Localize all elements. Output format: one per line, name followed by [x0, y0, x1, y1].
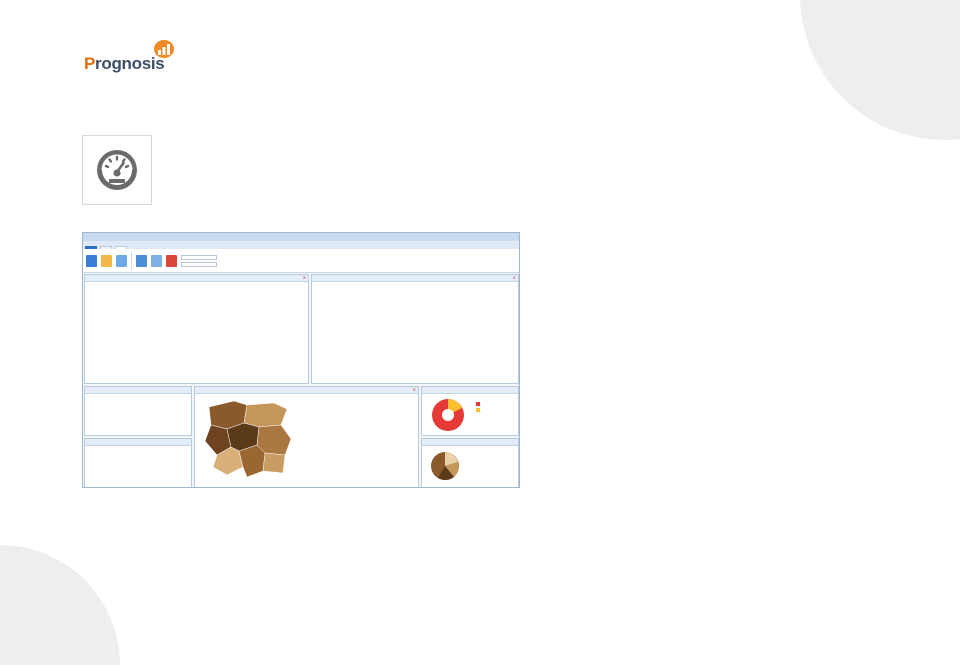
regions-panel-header — [85, 387, 191, 394]
corner-decoration-bottom-left — [0, 545, 120, 665]
ranking-panel-header — [85, 275, 308, 282]
top-debtors-pie-chart — [428, 449, 462, 483]
provinces-panel — [194, 386, 419, 488]
region-shape — [239, 445, 265, 477]
trend-chart — [312, 282, 518, 383]
layout-icon[interactable] — [136, 255, 147, 267]
logo-wordmark: Prognosis — [84, 54, 165, 73]
top-debtors-panel-header — [422, 439, 518, 446]
tab-modules[interactable] — [100, 246, 112, 249]
app-ribbon — [83, 249, 519, 273]
delete-icon[interactable] — [166, 255, 177, 267]
ribbon-separator — [131, 252, 132, 270]
prognosis-logo — [84, 40, 194, 74]
ribbon-fields — [181, 255, 217, 267]
close-icon[interactable]: ✕ — [412, 387, 416, 392]
close-icon[interactable]: ✕ — [302, 275, 306, 280]
dashboard-screenshot — [82, 232, 520, 488]
module-icon-tile — [82, 135, 152, 205]
corner-decoration-top-right — [800, 0, 960, 140]
debtors-panel — [421, 386, 519, 436]
regions-panel — [84, 386, 192, 436]
tab-file[interactable] — [85, 246, 97, 249]
save-icon[interactable] — [86, 255, 97, 267]
list-item — [474, 407, 483, 413]
debtors-list — [474, 401, 483, 413]
close-icon[interactable]: ✕ — [512, 275, 516, 280]
group-panel-header — [85, 439, 191, 446]
debtors-pie-chart — [428, 395, 468, 435]
ranking-panel — [84, 274, 309, 384]
region-shape — [244, 403, 287, 427]
tab-dashboard[interactable] — [115, 246, 127, 249]
gauge-icon — [95, 148, 139, 192]
poland-map — [199, 395, 299, 485]
grid-icon[interactable] — [151, 255, 162, 267]
top-debtors-panel — [421, 438, 519, 488]
app-ribbon-tabs — [83, 241, 519, 249]
print-icon[interactable] — [116, 255, 127, 267]
trend-panel — [311, 274, 519, 384]
debtors-panel-header — [422, 387, 518, 394]
logo-wordmark-rest: rognosis — [95, 54, 165, 73]
group-panel — [84, 438, 192, 488]
region-shape — [263, 453, 285, 473]
column-layout-field[interactable] — [181, 262, 217, 267]
app-title-bar — [83, 233, 519, 241]
version-layout-field[interactable] — [181, 255, 217, 260]
group-grid — [85, 446, 191, 448]
regions-pie-chart — [91, 395, 131, 435]
open-folder-icon[interactable] — [101, 255, 112, 267]
trend-panel-header — [312, 275, 518, 282]
provinces-panel-header — [195, 387, 418, 394]
